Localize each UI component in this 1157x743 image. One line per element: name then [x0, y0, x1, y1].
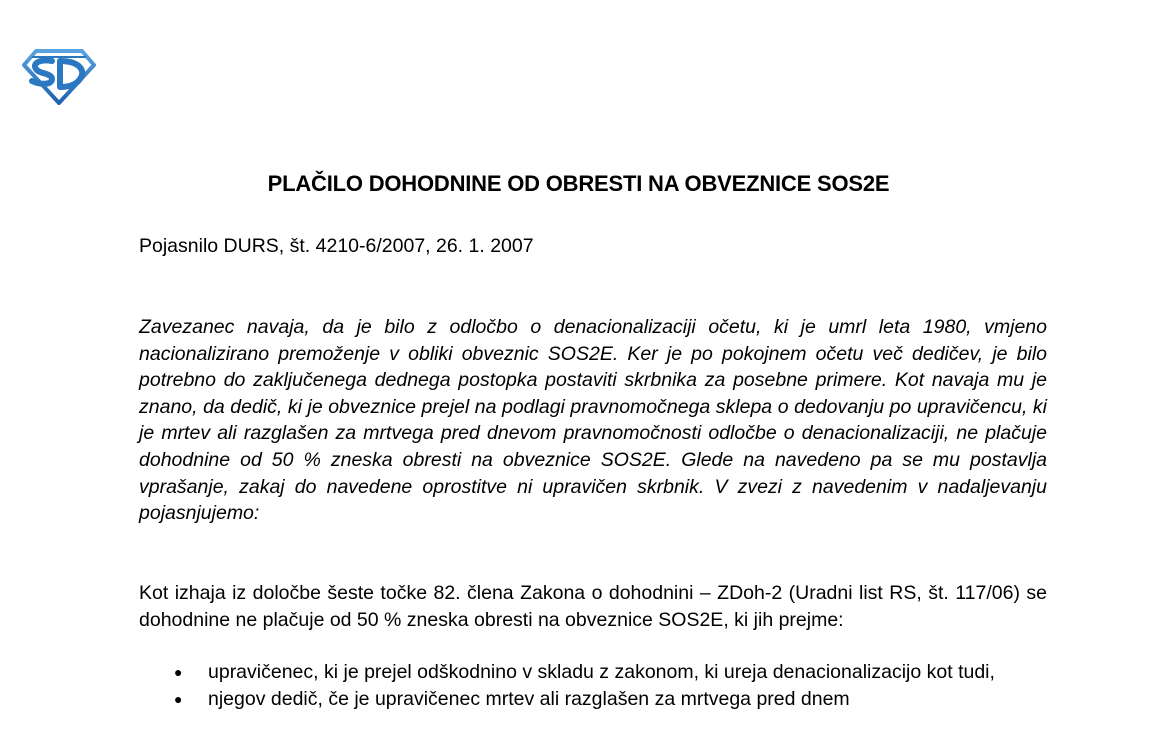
document-subtitle: Pojasnilo DURS, št. 4210-6/2007, 26. 1. 2007 [139, 235, 534, 257]
list-item-text: upravičenec, ki je prejel odškodnino v skladu z zakonom, ki ureja denacionalizacijo kot tudi, [208, 661, 995, 683]
list-item [139, 659, 1047, 686]
exemption-list [139, 659, 1047, 712]
question-paragraph: Zavezanec navaja, da je bilo z odločbo o denacionalizaciji očetu, ki je umrl leta 1980, vmjeno nacionalizirano premoženje v obliki obveznic SOS2E. Ker je po pokojnem očetu več dedičev, je bilo potrebno do zaključenega dednega postopka postaviti skrbnika za posebne primere. Kot navaja mu je znano, da dedič, ki je obveznice prejel na podlagi pravnomočnega sklepa o dedovanju po upravičencu, ki je mrtev ali razglašen za mrtvega pred dnevom pravnomočnosti odločbe o denacionalizaciji, ne plačuje dohodnine od 50 % zneska obresti na obveznice SOS2E. Glede na navedeno pa se mu postavlja vprašanje, zakaj do navedene oprostitve ni upravičen skrbnik. V zvezi z navedenim v nadaljevanju pojasnjujemo: [139, 316, 1047, 525]
list-item [139, 686, 1047, 713]
document-title: PLAČILO DOHODNINE OD OBRESTI NA OBVEZNICE SOS2E [267, 171, 890, 196]
bullet-icon: ● [174, 664, 183, 680]
list-item-text: njegov dedič, če je upravičenec mrtev ali razglašen za mrtvega pred dnem [208, 687, 850, 710]
bullet-icon: ● [174, 690, 183, 707]
sd-logo [22, 49, 96, 105]
answer-paragraph: Kot izhaja iz določbe šeste točke 82. člena Zakona o dohodnini – ZDoh-2 (Uradni list RS, št. 117/06) se dohodnine ne plačuje od 50 % zneska obresti na obveznice SOS2E, ki jih prejme: [139, 582, 1047, 631]
